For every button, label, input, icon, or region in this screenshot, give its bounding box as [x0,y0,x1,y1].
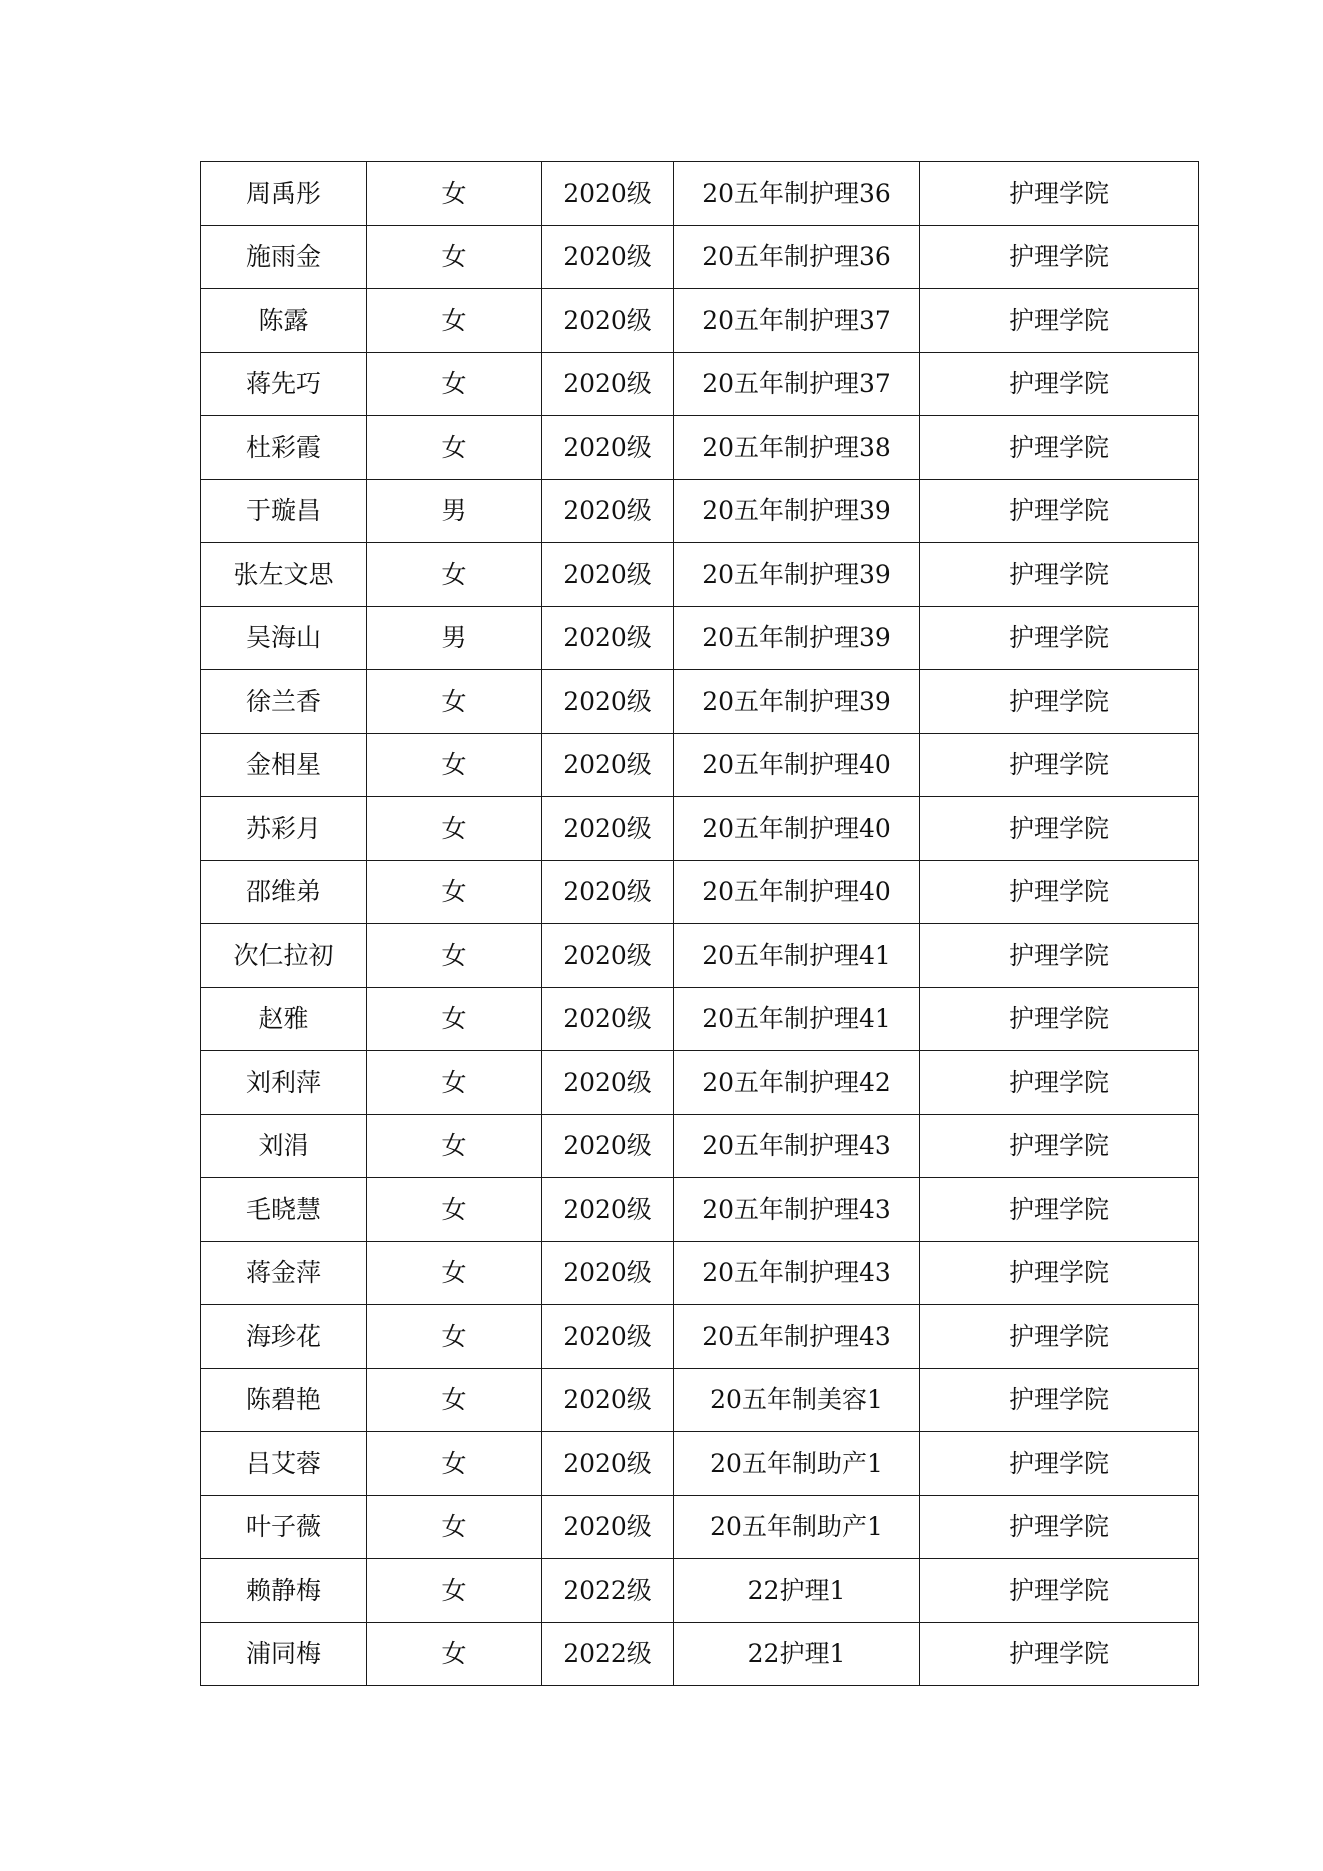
gender-cell: 女 [367,1305,542,1369]
grade-cell: 2020级 [542,670,674,734]
table-row [201,1241,1199,1305]
gender-cell: 女 [367,797,542,861]
student-name-cell: 邵维弟 [201,860,367,924]
gender-cell: 女 [367,1178,542,1242]
student-name-cell: 杜彩霞 [201,416,367,480]
class-cell: 20五年制护理40 [674,860,920,924]
college-cell: 护理学院 [920,733,1199,797]
student-name-cell: 于璇昌 [201,479,367,543]
table-row [201,543,1199,607]
grade-cell: 2020级 [542,1368,674,1432]
college-cell: 护理学院 [920,1495,1199,1559]
grade-cell: 2020级 [542,797,674,861]
student-name-cell: 吕艾蓉 [201,1432,367,1496]
class-cell: 20五年制护理39 [674,543,920,607]
college-cell: 护理学院 [920,606,1199,670]
college-cell: 护理学院 [920,1432,1199,1496]
grade-cell: 2020级 [542,606,674,670]
college-cell: 护理学院 [920,225,1199,289]
class-cell: 20五年制护理43 [674,1305,920,1369]
gender-cell: 女 [367,1559,542,1623]
student-name-cell: 毛晓慧 [201,1178,367,1242]
student-name-cell: 叶子薇 [201,1495,367,1559]
grade-cell: 2022级 [542,1622,674,1686]
college-cell: 护理学院 [920,987,1199,1051]
grade-cell: 2020级 [542,1495,674,1559]
table-row [201,1622,1199,1686]
class-cell: 20五年制护理43 [674,1241,920,1305]
table-row [201,606,1199,670]
college-cell: 护理学院 [920,289,1199,353]
class-cell: 20五年制护理38 [674,416,920,480]
table-row [201,1495,1199,1559]
gender-cell: 女 [367,1432,542,1496]
class-cell: 20五年制助产1 [674,1495,920,1559]
college-cell: 护理学院 [920,416,1199,480]
grade-cell: 2020级 [542,416,674,480]
student-name-cell: 蒋先巧 [201,352,367,416]
roster-body [201,162,1199,1686]
grade-cell: 2020级 [542,225,674,289]
college-cell: 护理学院 [920,1114,1199,1178]
grade-cell: 2020级 [542,543,674,607]
class-cell: 20五年制美容1 [674,1368,920,1432]
table-row [201,1178,1199,1242]
college-cell: 护理学院 [920,352,1199,416]
student-roster-table [200,161,1199,1686]
class-cell: 22护理1 [674,1622,920,1686]
gender-cell: 女 [367,289,542,353]
college-cell: 护理学院 [920,670,1199,734]
gender-cell: 女 [367,1241,542,1305]
class-cell: 20五年制护理37 [674,352,920,416]
table-row [201,670,1199,734]
college-cell: 护理学院 [920,797,1199,861]
gender-cell: 女 [367,924,542,988]
table-row [201,797,1199,861]
college-cell: 护理学院 [920,479,1199,543]
table-row [201,1051,1199,1115]
student-name-cell: 施雨金 [201,225,367,289]
table-row [201,289,1199,353]
table-row [201,924,1199,988]
grade-cell: 2020级 [542,987,674,1051]
table-row [201,1368,1199,1432]
gender-cell: 男 [367,479,542,543]
class-cell: 20五年制护理39 [674,479,920,543]
table-row [201,416,1199,480]
gender-cell: 女 [367,860,542,924]
grade-cell: 2022级 [542,1559,674,1623]
college-cell: 护理学院 [920,860,1199,924]
student-name-cell: 次仁拉初 [201,924,367,988]
student-name-cell: 蒋金萍 [201,1241,367,1305]
college-cell: 护理学院 [920,1368,1199,1432]
college-cell: 护理学院 [920,162,1199,226]
grade-cell: 2020级 [542,352,674,416]
table-row [201,352,1199,416]
student-name-cell: 苏彩月 [201,797,367,861]
college-cell: 护理学院 [920,1178,1199,1242]
class-cell: 20五年制护理40 [674,797,920,861]
table-row [201,733,1199,797]
college-cell: 护理学院 [920,924,1199,988]
class-cell: 20五年制护理41 [674,987,920,1051]
student-name-cell: 赵雅 [201,987,367,1051]
grade-cell: 2020级 [542,162,674,226]
gender-cell: 女 [367,416,542,480]
grade-cell: 2020级 [542,1178,674,1242]
college-cell: 护理学院 [920,543,1199,607]
grade-cell: 2020级 [542,1241,674,1305]
student-name-cell: 周禹彤 [201,162,367,226]
gender-cell: 女 [367,162,542,226]
grade-cell: 2020级 [542,479,674,543]
table-row [201,1114,1199,1178]
college-cell: 护理学院 [920,1051,1199,1115]
student-name-cell: 张左文思 [201,543,367,607]
grade-cell: 2020级 [542,1432,674,1496]
student-name-cell: 陈露 [201,289,367,353]
grade-cell: 2020级 [542,1305,674,1369]
class-cell: 20五年制助产1 [674,1432,920,1496]
grade-cell: 2020级 [542,733,674,797]
college-cell: 护理学院 [920,1305,1199,1369]
class-cell: 20五年制护理42 [674,1051,920,1115]
class-cell: 20五年制护理41 [674,924,920,988]
grade-cell: 2020级 [542,289,674,353]
class-cell: 20五年制护理39 [674,606,920,670]
student-name-cell: 赖静梅 [201,1559,367,1623]
student-name-cell: 徐兰香 [201,670,367,734]
class-cell: 20五年制护理37 [674,289,920,353]
class-cell: 20五年制护理40 [674,733,920,797]
gender-cell: 女 [367,1114,542,1178]
gender-cell: 女 [367,225,542,289]
gender-cell: 男 [367,606,542,670]
class-cell: 22护理1 [674,1559,920,1623]
table-row [201,987,1199,1051]
class-cell: 20五年制护理39 [674,670,920,734]
gender-cell: 女 [367,543,542,607]
college-cell: 护理学院 [920,1622,1199,1686]
student-name-cell: 浦同梅 [201,1622,367,1686]
gender-cell: 女 [367,352,542,416]
student-name-cell: 刘利萍 [201,1051,367,1115]
class-cell: 20五年制护理43 [674,1114,920,1178]
table-row [201,479,1199,543]
class-cell: 20五年制护理43 [674,1178,920,1242]
table-row [201,162,1199,226]
class-cell: 20五年制护理36 [674,225,920,289]
gender-cell: 女 [367,733,542,797]
student-name-cell: 金相星 [201,733,367,797]
grade-cell: 2020级 [542,1114,674,1178]
table-row [201,1432,1199,1496]
student-name-cell: 吴海山 [201,606,367,670]
gender-cell: 女 [367,987,542,1051]
student-name-cell: 刘涓 [201,1114,367,1178]
table-row [201,1559,1199,1623]
student-name-cell: 海珍花 [201,1305,367,1369]
grade-cell: 2020级 [542,1051,674,1115]
college-cell: 护理学院 [920,1559,1199,1623]
gender-cell: 女 [367,1051,542,1115]
table-row [201,225,1199,289]
gender-cell: 女 [367,670,542,734]
student-name-cell: 陈碧艳 [201,1368,367,1432]
table-row [201,1305,1199,1369]
college-cell: 护理学院 [920,1241,1199,1305]
gender-cell: 女 [367,1495,542,1559]
grade-cell: 2020级 [542,860,674,924]
table-row [201,860,1199,924]
gender-cell: 女 [367,1622,542,1686]
gender-cell: 女 [367,1368,542,1432]
grade-cell: 2020级 [542,924,674,988]
class-cell: 20五年制护理36 [674,162,920,226]
